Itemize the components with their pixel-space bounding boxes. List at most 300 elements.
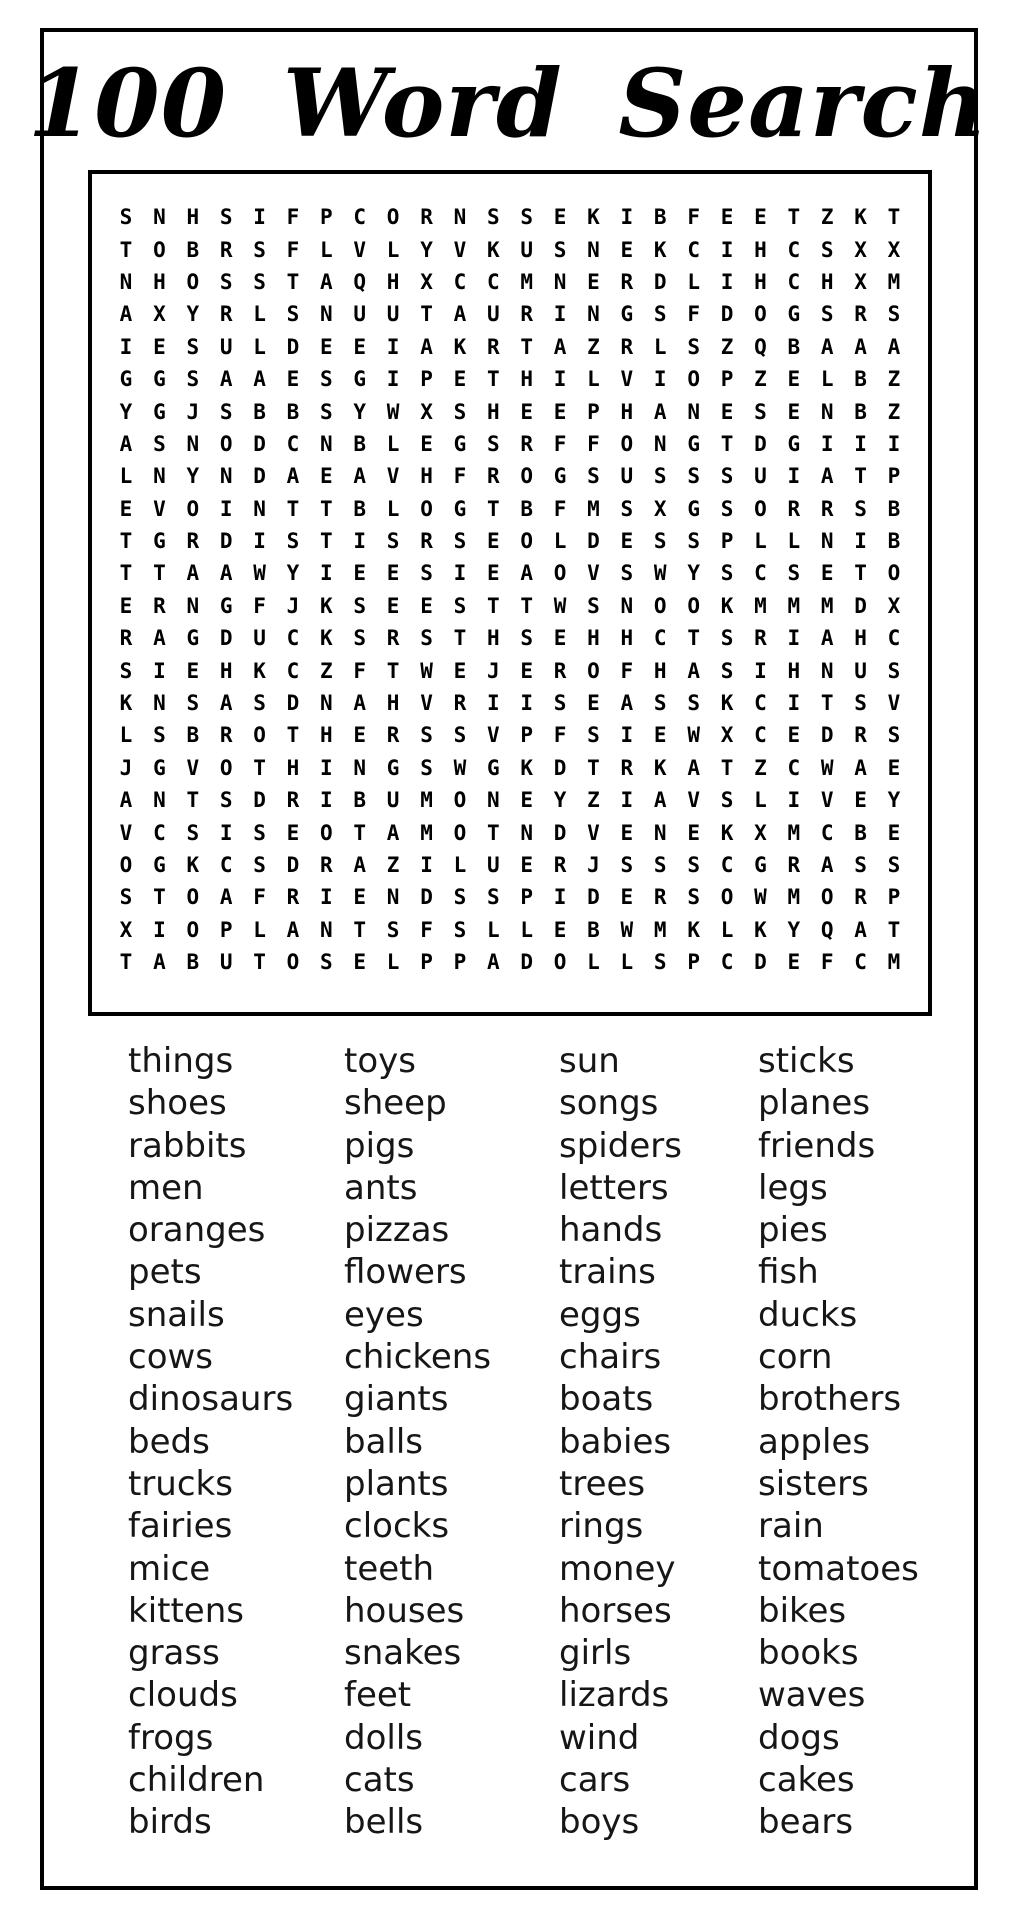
grid-letter: G	[453, 496, 467, 521]
word-item: oranges	[128, 1210, 266, 1251]
grid-letter: H	[420, 464, 433, 489]
grid-letter: E	[186, 658, 200, 683]
grid-letter: L	[620, 950, 634, 975]
grid-letter: V	[153, 496, 166, 521]
grid-letter: E	[687, 820, 700, 845]
grid-letter: S	[820, 302, 834, 327]
grid-letter: I	[820, 431, 834, 456]
word-item: birds	[128, 1802, 212, 1843]
grid-letter: S	[620, 496, 634, 521]
grid-letter: H	[186, 205, 200, 230]
word-item: wind	[559, 1717, 640, 1758]
grid-letter: T	[286, 269, 300, 294]
grid-letter: R	[320, 853, 333, 877]
grid-letter: V	[820, 788, 834, 813]
grid-letter: S	[353, 593, 367, 618]
grid-letter: I	[854, 529, 867, 554]
grid-letter: O	[153, 237, 166, 262]
grid-letter: Z	[887, 399, 901, 424]
word-item: hands	[559, 1210, 663, 1251]
grid-letter: I	[119, 334, 133, 359]
grid-letter: B	[286, 399, 300, 424]
grid-letter: S	[687, 464, 700, 489]
grid-letter: P	[453, 950, 467, 975]
grid-letter: R	[820, 496, 834, 521]
grid-letter: S	[219, 399, 233, 424]
grid-letter: F	[687, 302, 700, 327]
grid-letter: X	[887, 237, 901, 262]
grid-letter: N	[153, 691, 166, 716]
grid-letter: W	[653, 561, 667, 586]
grid-letter: T	[153, 561, 166, 586]
grid-letter: S	[286, 529, 300, 554]
grid-letter: S	[486, 205, 500, 230]
grid-letter: I	[553, 367, 567, 392]
grid-letter: B	[887, 529, 901, 554]
grid-letter: C	[754, 691, 767, 716]
grid-letter: P	[587, 399, 600, 424]
grid-letter: K	[320, 593, 333, 618]
grid-letter: L	[119, 464, 133, 489]
grid-letter: E	[887, 820, 901, 845]
grid-letter: A	[219, 885, 233, 910]
grid-letter: I	[353, 529, 367, 554]
grid-letter: A	[486, 950, 500, 975]
grid-letter: O	[754, 302, 767, 327]
grid-letter: B	[854, 367, 867, 392]
grid-letter: I	[553, 885, 567, 910]
grid-letter: D	[587, 885, 600, 910]
grid-letter: A	[353, 853, 367, 877]
grid-letter: O	[620, 431, 634, 456]
grid-letter: M	[820, 593, 834, 618]
grid-letter: R	[754, 626, 767, 651]
grid-letter: U	[353, 302, 367, 327]
grid-letter: S	[687, 853, 700, 877]
grid-letter: V	[119, 820, 133, 845]
grid-letter: T	[486, 496, 500, 521]
grid-letter: M	[787, 885, 801, 910]
grid-letter: B	[353, 431, 367, 456]
word-item: plants	[344, 1463, 449, 1504]
grid-letter: P	[720, 529, 734, 554]
grid-letter: T	[854, 561, 867, 586]
grid-letter: D	[219, 626, 233, 651]
grid-letter: N	[587, 302, 600, 327]
grid-letter: O	[687, 593, 700, 618]
grid-letter: I	[653, 367, 667, 392]
grid-letter: D	[553, 755, 567, 780]
grid-letter: W	[386, 399, 400, 424]
grid-letter: G	[553, 464, 567, 489]
word-column	[128, 1040, 344, 1844]
grid-letter: V	[453, 237, 467, 262]
word-item: trucks	[128, 1463, 233, 1504]
grid-letter: S	[887, 302, 901, 327]
grid-letter: S	[453, 723, 467, 748]
grid-letter: R	[219, 237, 233, 262]
grid-letter: A	[820, 334, 834, 359]
word-item: pigs	[344, 1125, 415, 1166]
grid-letter: A	[119, 302, 133, 327]
grid-letter: S	[253, 691, 266, 716]
grid-letter: O	[687, 367, 700, 392]
grid-letter: U	[219, 950, 233, 975]
grid-letter: T	[887, 917, 901, 942]
grid-letter: L	[754, 529, 767, 554]
grid-letter: L	[787, 529, 801, 554]
grid-letter: C	[286, 658, 300, 683]
grid-letter: G	[153, 755, 166, 780]
word-item: dolls	[344, 1717, 423, 1758]
grid-letter: E	[353, 561, 367, 586]
grid-letter: E	[353, 334, 367, 359]
grid-letter: K	[720, 593, 734, 618]
word-item: spiders	[559, 1125, 682, 1166]
word-item: balls	[344, 1421, 424, 1462]
grid-letter: E	[520, 658, 534, 683]
grid-letter: A	[219, 691, 233, 716]
grid-letter: C	[820, 820, 834, 845]
grid-letter: T	[119, 237, 133, 262]
grid-letter: D	[653, 269, 667, 294]
grid-letter: R	[620, 269, 634, 294]
grid-letter: S	[353, 626, 367, 651]
grid-letter: R	[553, 658, 567, 683]
grid-letter: A	[653, 399, 667, 424]
letter-grid	[92, 201, 928, 978]
grid-letter: C	[153, 820, 166, 845]
grid-letter: G	[787, 431, 801, 456]
grid-letter: I	[253, 529, 266, 554]
grid-letter: G	[353, 367, 367, 392]
word-item: clouds	[128, 1675, 238, 1716]
grid-letter: U	[854, 658, 867, 683]
grid-letter: R	[286, 788, 300, 813]
grid-letter: Z	[320, 658, 333, 683]
grid-letter: S	[119, 205, 133, 230]
word-item: boats	[559, 1379, 654, 1420]
grid-letter: C	[854, 950, 867, 975]
grid-letter: E	[486, 561, 500, 586]
grid-letter: A	[820, 626, 834, 651]
grid-letter: R	[620, 334, 634, 359]
grid-letter: V	[587, 820, 600, 845]
grid-letter: B	[887, 496, 901, 521]
grid-letter: N	[486, 788, 500, 813]
word-item: bells	[344, 1802, 424, 1843]
grid-letter: Q	[754, 334, 767, 359]
grid-letter: T	[320, 529, 333, 554]
grid-letter: D	[253, 464, 266, 489]
grid-letter: G	[153, 853, 166, 877]
grid-letter: E	[620, 237, 634, 262]
grid-letter: F	[820, 950, 834, 975]
word-item: rabbits	[128, 1125, 247, 1166]
word-item: cars	[559, 1760, 631, 1801]
grid-letter: R	[854, 885, 867, 910]
grid-letter: U	[486, 302, 500, 327]
grid-letter: S	[720, 496, 734, 521]
grid-letter: B	[186, 237, 200, 262]
grid-letter: A	[854, 917, 867, 942]
grid-letter: O	[553, 561, 567, 586]
grid-letter: I	[153, 658, 166, 683]
grid-letter: W	[754, 885, 767, 910]
grid-letter: A	[219, 367, 233, 392]
grid-letter: S	[420, 561, 433, 586]
grid-letter: H	[854, 626, 867, 651]
grid-letter: T	[720, 755, 734, 780]
word-item: babies	[559, 1421, 672, 1462]
word-item: men	[128, 1167, 204, 1208]
grid-letter: E	[787, 367, 801, 392]
grid-letter: A	[687, 755, 700, 780]
grid-letter: F	[286, 205, 300, 230]
grid-letter: D	[720, 302, 734, 327]
grid-letter: U	[520, 237, 534, 262]
grid-letter: P	[887, 464, 901, 489]
grid-letter: C	[653, 626, 667, 651]
grid-letter: T	[286, 496, 300, 521]
word-list	[128, 1040, 958, 1844]
grid-letter: O	[587, 658, 600, 683]
grid-letter: J	[119, 755, 133, 780]
grid-letter: H	[754, 269, 767, 294]
grid-letter: K	[720, 820, 734, 845]
grid-letter: A	[887, 334, 901, 359]
grid-letter: S	[219, 269, 233, 294]
grid-letter: C	[720, 853, 734, 877]
grid-letter: C	[754, 561, 767, 586]
grid-letter: S	[320, 950, 333, 975]
grid-letter: F	[553, 431, 567, 456]
grid-letter: N	[320, 302, 333, 327]
grid-letter: R	[386, 626, 400, 651]
grid-letter: C	[286, 431, 300, 456]
grid-letter: X	[653, 496, 667, 521]
word-item: trains	[559, 1252, 656, 1293]
grid-letter: A	[119, 431, 133, 456]
grid-letter: E	[553, 917, 567, 942]
grid-letter: E	[353, 885, 367, 910]
grid-letter: E	[453, 658, 467, 683]
grid-letter: D	[286, 691, 300, 716]
grid-letter: E	[153, 334, 166, 359]
grid-letter: K	[253, 658, 266, 683]
grid-letter: F	[620, 658, 634, 683]
grid-letter: T	[119, 529, 133, 554]
grid-letter: R	[219, 723, 233, 748]
grid-letter: O	[754, 496, 767, 521]
word-item: eggs	[559, 1294, 641, 1335]
grid-letter: I	[754, 658, 767, 683]
grid-letter: M	[520, 269, 534, 294]
grid-letter: S	[186, 334, 200, 359]
grid-letter: E	[787, 723, 801, 748]
grid-letter: J	[286, 593, 300, 618]
grid-letter: X	[854, 269, 867, 294]
grid-letter: W	[820, 755, 834, 780]
grid-letter: N	[453, 205, 467, 230]
grid-letter: S	[887, 723, 901, 748]
grid-letter: N	[687, 399, 700, 424]
grid-letter: O	[186, 917, 200, 942]
grid-letter: D	[553, 820, 567, 845]
grid-letter: H	[787, 658, 801, 683]
grid-letter: Z	[587, 788, 600, 813]
word-item: toys	[344, 1041, 416, 1081]
word-item: snakes	[344, 1633, 462, 1674]
word-item: cats	[344, 1760, 415, 1801]
grid-letter: N	[186, 593, 200, 618]
grid-letter: V	[687, 788, 700, 813]
grid-letter: T	[520, 334, 534, 359]
grid-letter: S	[720, 658, 734, 683]
grid-letter: K	[520, 755, 534, 780]
grid-letter: I	[153, 917, 166, 942]
word-item: houses	[344, 1590, 465, 1631]
grid-letter: O	[219, 431, 233, 456]
grid-letter: A	[153, 626, 166, 651]
grid-letter: T	[420, 302, 433, 327]
grid-letter: E	[386, 593, 400, 618]
grid-letter: T	[286, 723, 300, 748]
grid-letter: P	[420, 950, 433, 975]
grid-letter: S	[887, 853, 901, 877]
grid-letter: L	[386, 496, 400, 521]
grid-letter: W	[620, 917, 634, 942]
grid-letter: N	[353, 755, 367, 780]
word-item: pizzas	[344, 1210, 450, 1251]
grid-letter: C	[787, 237, 801, 262]
grid-letter: S	[119, 658, 133, 683]
word-item: sticks	[758, 1041, 855, 1081]
grid-letter: B	[587, 917, 600, 942]
grid-letter: T	[520, 593, 534, 618]
grid-letter: G	[386, 755, 400, 780]
grid-letter: O	[520, 464, 534, 489]
grid-letter: V	[587, 561, 600, 586]
word-item: waves	[758, 1675, 866, 1716]
grid-letter: R	[854, 723, 867, 748]
grid-letter: V	[353, 237, 367, 262]
grid-letter: H	[320, 723, 333, 748]
grid-letter: S	[219, 205, 233, 230]
grid-letter: A	[620, 691, 634, 716]
grid-letter: H	[286, 755, 300, 780]
grid-letter: G	[219, 593, 233, 618]
grid-letter: S	[420, 626, 433, 651]
grid-letter: R	[653, 885, 667, 910]
grid-letter: I	[320, 561, 333, 586]
word-column	[758, 1040, 958, 1844]
grid-letter: U	[253, 626, 266, 651]
grid-letter: D	[253, 788, 266, 813]
word-item: fairies	[128, 1506, 233, 1547]
grid-letter: I	[787, 464, 801, 489]
grid-letter: I	[420, 853, 433, 877]
grid-letter: A	[854, 755, 867, 780]
grid-letter: O	[887, 561, 901, 586]
grid-letter: F	[687, 205, 700, 230]
grid-letter: V	[386, 464, 400, 489]
word-item: songs	[559, 1083, 659, 1124]
grid-letter: E	[587, 691, 600, 716]
grid-letter: L	[720, 917, 734, 942]
word-item: children	[128, 1760, 265, 1801]
grid-letter: A	[453, 302, 467, 327]
grid-letter: U	[620, 464, 634, 489]
grid-letter: T	[253, 950, 266, 975]
grid-letter: A	[653, 788, 667, 813]
grid-letter: C	[787, 755, 801, 780]
word-item: pies	[758, 1210, 828, 1251]
grid-letter: R	[453, 691, 467, 716]
word-item: money	[559, 1548, 676, 1589]
grid-letter: Z	[386, 853, 400, 877]
grid-letter: S	[887, 658, 901, 683]
grid-letter: S	[253, 237, 266, 262]
grid-letter: K	[119, 691, 133, 716]
grid-letter: S	[453, 399, 467, 424]
grid-letter: C	[754, 723, 767, 748]
grid-letter: D	[754, 431, 767, 456]
grid-letter: I	[320, 755, 333, 780]
grid-letter: A	[820, 853, 834, 877]
grid-letter: N	[620, 593, 634, 618]
grid-letter: T	[153, 885, 166, 910]
grid-letter: A	[320, 269, 333, 294]
grid-letter: B	[353, 496, 367, 521]
grid-letter: P	[687, 950, 700, 975]
grid-letter: P	[320, 205, 333, 230]
grid-letter: T	[587, 755, 600, 780]
grid-letter: R	[486, 334, 500, 359]
grid-letter: T	[887, 205, 901, 230]
grid-letter: P	[720, 367, 734, 392]
grid-letter: R	[119, 626, 133, 651]
grid-letter: D	[520, 950, 534, 975]
grid-letter: F	[453, 464, 467, 489]
grid-letter: E	[787, 950, 801, 975]
word-item: flowers	[344, 1252, 467, 1293]
grid-letter: G	[754, 853, 767, 877]
grid-letter: O	[453, 788, 467, 813]
word-item: sisters	[758, 1463, 869, 1504]
grid-letter: P	[520, 723, 534, 748]
grid-letter: A	[386, 820, 400, 845]
grid-letter: T	[486, 593, 500, 618]
word-item: sheep	[344, 1083, 447, 1124]
word-item: friends	[758, 1125, 876, 1166]
word-item: giants	[344, 1379, 449, 1420]
grid-letter: A	[820, 464, 834, 489]
grid-letter: A	[219, 561, 233, 586]
grid-letter: O	[720, 885, 734, 910]
word-item: mice	[128, 1548, 211, 1589]
grid-letter: K	[653, 237, 667, 262]
grid-letter: L	[520, 917, 534, 942]
grid-letter: S	[453, 885, 467, 910]
grid-letter: T	[687, 626, 700, 651]
grid-letter: E	[887, 755, 901, 780]
grid-letter: N	[820, 529, 834, 554]
grid-letter: H	[653, 658, 667, 683]
grid-letter: N	[520, 820, 534, 845]
grid-letter: Y	[420, 237, 433, 262]
word-item: kittens	[128, 1590, 244, 1631]
